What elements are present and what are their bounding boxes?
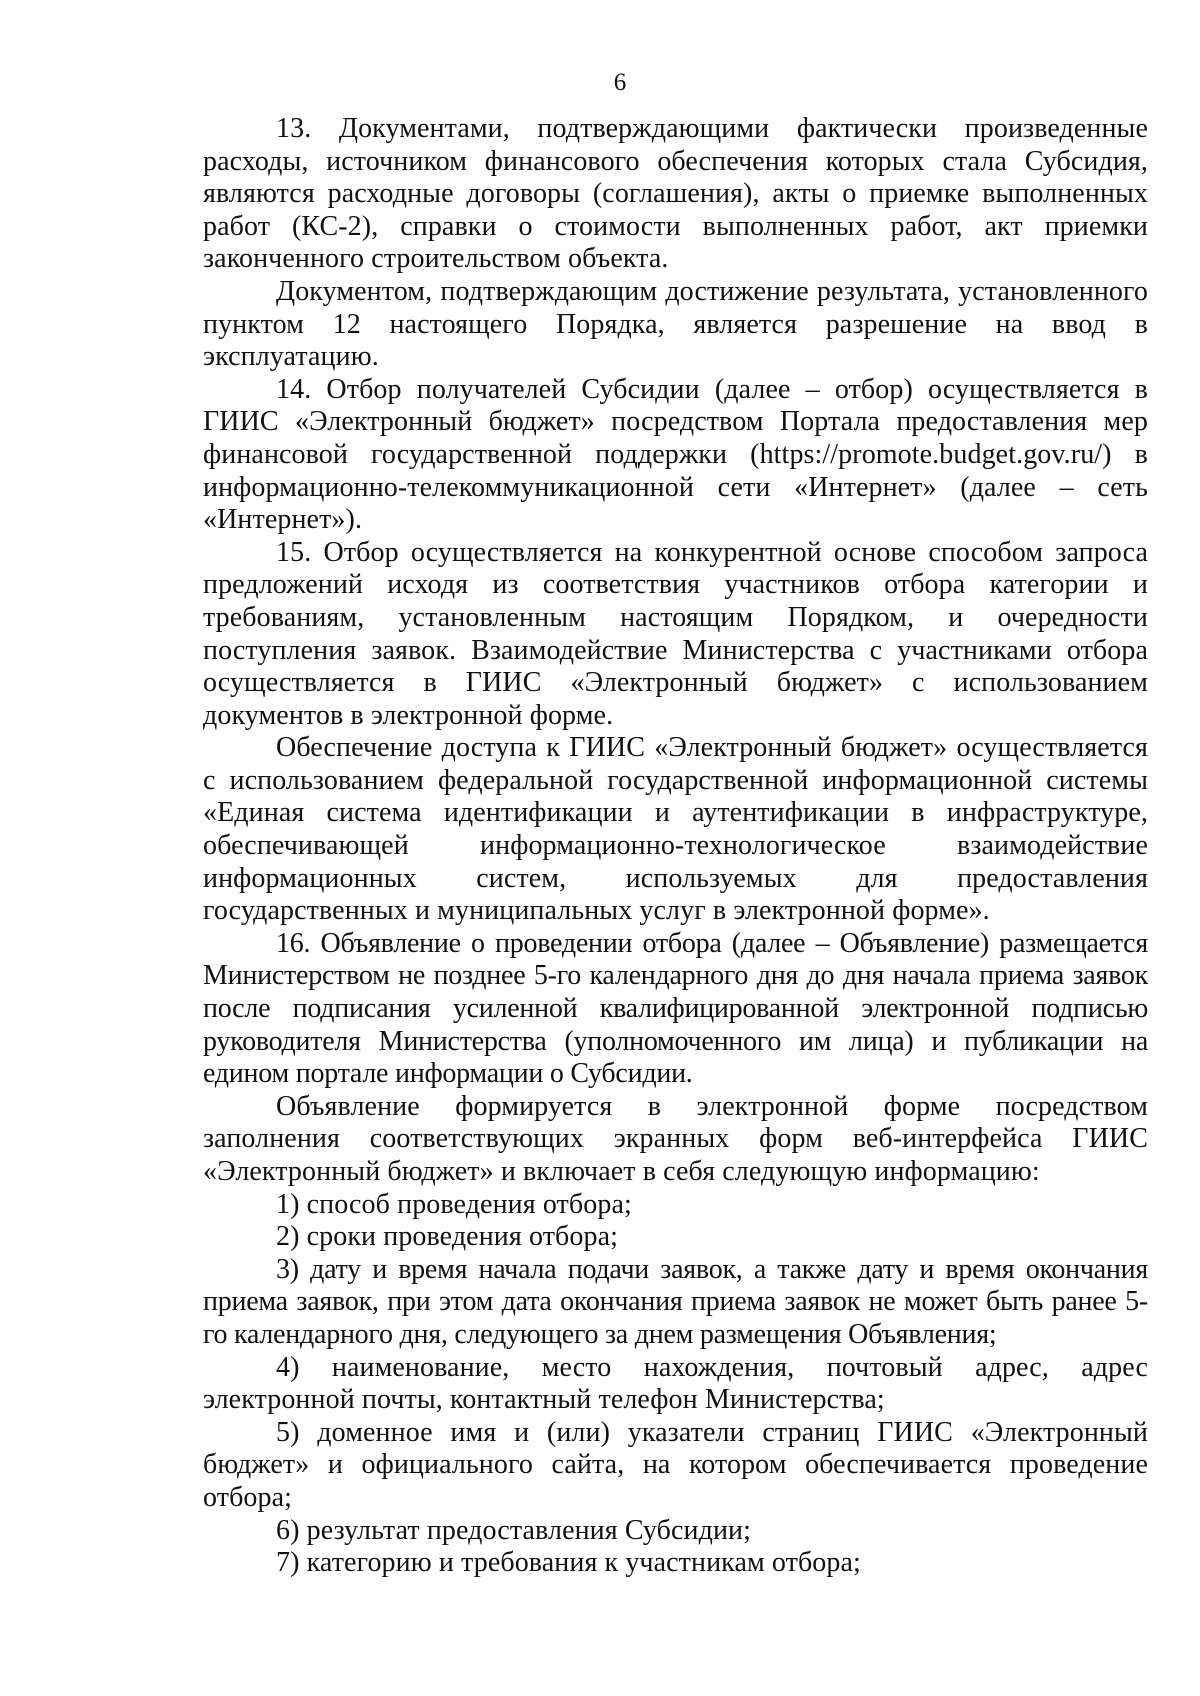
list-item-3: 3) дату и время начала подачи заявок, а также дату и время окончания приема заявок, при этом дата окончания приема заявок не может быть ранее 5-го календарного дня, следующего за днем размещения Объявления; [203,1253,1148,1350]
list-item-1: 1) способ проведения отбора; [276,1188,632,1220]
list-item-4: 4) наименование, место нахождения, почтовый адрес, адрес электронной почты, контактный телефон Министерства; [203,1351,1148,1416]
document-body [203,113,1148,1580]
paragraph-14: 14. Отбор получателей Субсидии (далее – отбор) осуществляется в ГИИС «Электронный бюджет» посредством Портала предоставления мер финансовой государственной поддержки (https://promote.budget.gov.ru/) в информационно-телекоммуникационной сети «Интернет» (далее – сеть «Интернет»). [203,373,1148,536]
paragraph-announcement: Объявление формируется в электронной форме посредством заполнения соответствующих экранных форм веб-интерфейса ГИИС «Электронный бюджет» и включает в себя следующую информацию: [203,1090,1148,1187]
list-item-2: 2) сроки проведения отбора; [276,1221,618,1253]
paragraph-15: 15. Отбор осуществляется на конкурентной основе способом запроса предложений исходя из соответствия участников отбора категории и требованиям, установленным настоящим Порядком, и очередности поступления заявок. Взаимодействие Министерства с участниками отбора осуществляется в ГИИС «Электронный бюджет» с использованием документов в электронной форме. [203,536,1148,731]
list-item-5: 5) доменное имя и (или) указатели страниц ГИИС «Электронный бюджет» и официального сайта, на котором обеспечивается проведение отбора; [203,1416,1148,1513]
page-number: 6 [613,69,627,96]
paragraph-access: Обеспечение доступа к ГИИС «Электронный бюджет» осуществляется с использованием федеральной государственной информационной системы «Единая система идентификации и аутентификации в инфраструктуре, обеспечивающей информационно-технологическое взаимодействие информационных систем, используемых для предоставления государственных и муниципальных услуг в электронной форме». [203,732,1148,927]
paragraph-16: 16. Объявление о проведении отбора (далее – Объявление) размещается Министерством не позднее 5-го календарного дня до дня начала приема заявок после подписания усиленной квалифицированной электронной подписью руководителя Министерства (уполномоченного им лица) и публикации на едином портале информации о Субсидии. [203,927,1148,1090]
list-item-6: 6) результат предоставления Субсидии; [276,1514,752,1546]
paragraph-result-document: Документом, подтверждающим достижение результата, установленного пунктом 12 настоящего Порядка, является разрешение на ввод в эксплуатацию. [203,275,1148,373]
list-item-7: 7) категорию и требования к участникам отбора; [276,1547,861,1579]
paragraph-13: 13. Документами, подтверждающими фактически произведенные расходы, источником финансового обеспечения которых стала Субсидия, являются расходные договоры (соглашения), акты о приемке выполненных работ (КС-2), справки о стоимости выполненных работ, акт приемки законченного строительством объекта. [203,113,1148,275]
